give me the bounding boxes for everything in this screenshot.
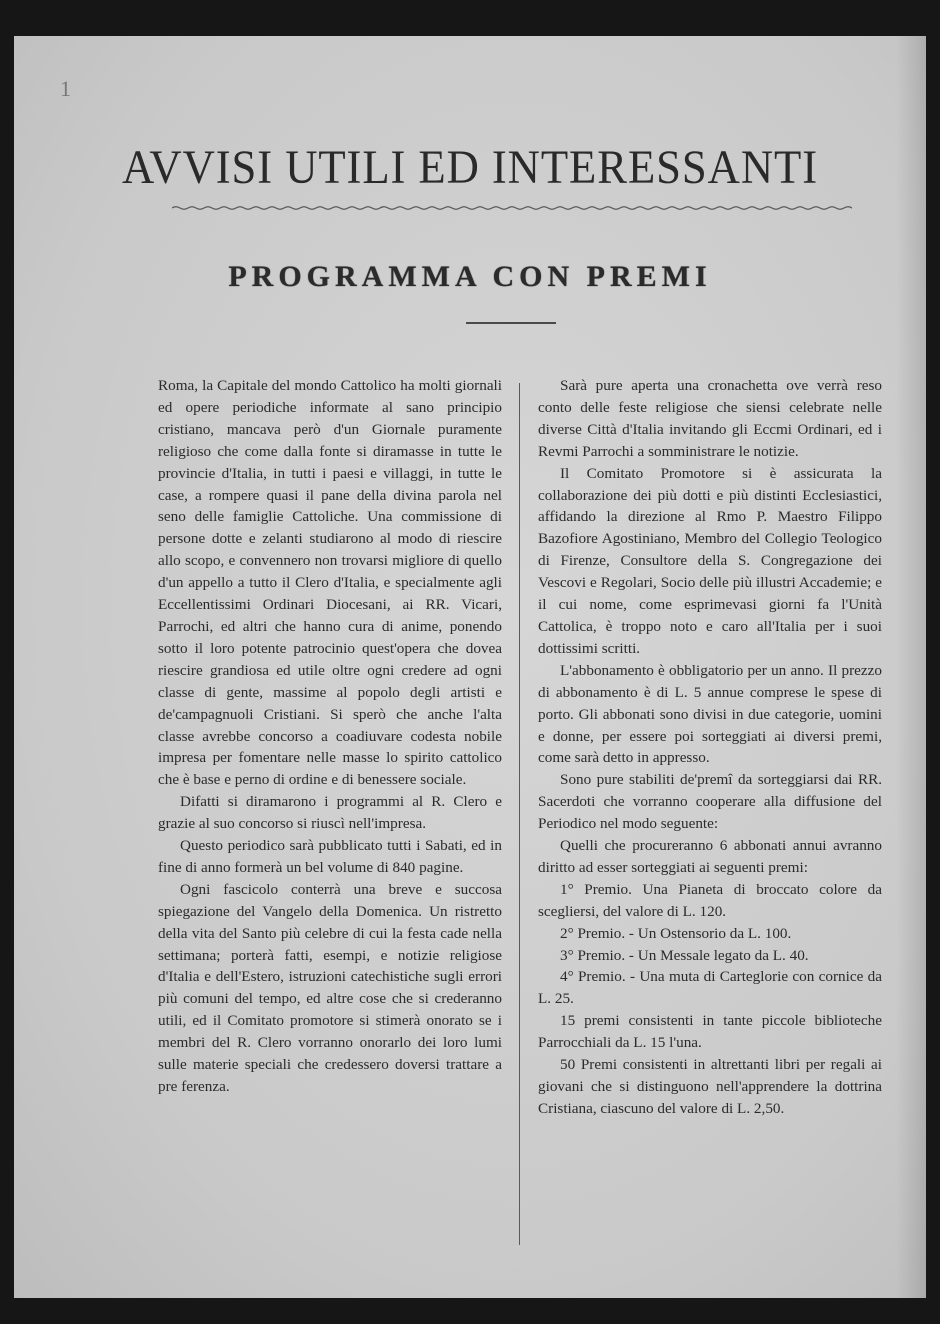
right-paragraph-5: Quelli che procureranno 6 abbonati annui avranno diritto ad esser sorteggiati ai seguenti premi: [538,837,882,876]
right-paragraph-2: Il Comitato Promotore si è assicurata la collaborazione dei più dotti e più distinti Ecclesiastici, affidando la direzione al Rmo P. Maestro Filippo Bazofiore Agostiniano, Membro del Collegio Teologico di Firenze, Consultore della S. Congregazione dei Vescovi e Regolari, Socio delle più illustri Accademie; e il cui nome, come esprimevasi giorni fa l'Unità Cattolica, è troppo noto e caro all'Italia per i suoi dottissimi scritti. [538,464,882,657]
right-paragraph-3: L'abbonamento è obbligatorio per un anno. Il prezzo di abbonamento è di L. 5 annue comprese le spese di porto. Gli abbonati sono divisi in due categorie, uomini e donne, per essere poi sorteggiati ai diversi premi, come sarà detto in appresso. [538,661,882,767]
right-paragraph-1: Sarà pure aperta una cronachetta ove verrà reso conto delle feste religiose che siensi celebrate nelle diverse Città d'Italia invitando gli Eccmi Ordinari, ed i Revmi Parrochi a somministrare le notizie. [538,377,882,460]
prize-libraries: 15 premi consistenti in tante piccole biblioteche Parrocchiali da L. 15 l'una. [538,1012,882,1052]
prize-3: 3° Premio. - Un Messale legato da L. 40. [560,946,809,964]
document-page [14,36,926,1298]
left-paragraph-1: Roma, la Capitale del mondo Cattolico ha molti giornali ed opere periodiche informate al sano principio cristiano, mancava però d'un Giornale puramente religioso che come dalla fonte si diramasse in tutte le provincie d'Italia, in tutti i paesi e villaggi, in tutte le case, a rompere quasi il pane della divina parola nel seno delle famiglie Cattoliche. Una commissione di persone dotte e zelanti studiarono al modo di riescire allo scopo, e convennero non trovarsi migliore di quello d'un appello a tutto il Clero d'Italia, e specialmente agli Eccellentissimi Ordinari Diocesani, ai RR. Vicari, Parrochi, ed altri che hanno cura di anime, ponendo sotto il loro potente patrocinio quest'opera che dovea riescire grandiosa ed utile oltre ogni credere ad ogni classe di gente, massime al popolo degli artisti e de'campagnuoli Cristiani. Si sperò che anche l'alta classe avrebbe concorso a coadiuvare codesta nobile impresa per fomentare nelle masse lo spirito cattolico che è base e perno di ordine e di benessere sociale. [158,377,502,789]
prize-2: 2° Premio. - Un Ostensorio da L. 100. [560,924,792,942]
column-divider [519,383,520,1245]
left-paragraph-2: Difatti si diramarono i programmi al R. Clero e grazie al suo concorso si riuscì nell'impresa. [158,793,502,833]
page-edge-shadow [896,36,926,1298]
prize-4: 4° Premio. - Una muta di Carteglorie con cornice da L. 25. [538,968,882,1008]
left-paragraph-3: Questo periodico sarà pubblicato tutti i Sabati, ed in fine di anno formerà un bel volume di 840 pagine. [158,837,502,876]
right-paragraph-4: Sono pure stabiliti de'premî da sorteggiarsi dai RR. Sacerdoti che vorranno cooperare alla diffusione del Periodico nel modo seguente: [538,771,882,833]
prize-books: 50 Premi consistenti in altrettanti libri per regali ai giovani che si distinguono nell'apprendere la dottrina Cristiana, ciascuno del valore di L. 2,50. [538,1056,882,1117]
left-column [158,375,502,1098]
document-title: AVVISI UTILI ED INTERESSANTI [122,141,818,194]
document-subtitle: PROGRAMMA CON PREMI [228,260,712,293]
prize-1: 1° Premio. Una Pianeta di broccato colore da scegliersi, del valore di L. 120. [538,880,882,920]
left-paragraph-4: Ogni fascicolo conterrà una breve e succosa spiegazione del Vangelo della Domenica. Un ristretto della vita del Santo più celebre di cui la festa cade nella settimana; porterà fatti, esempi, e notizie religiose d'Italia e dell'Estero, istruzioni catechistiche sugli errori più comuni del tempo, ed altre cose che si crederanno utili, ed il Comitato promotore si stimerà onorato se i membri del R. Clero vorranno onorarlo dei loro lumi sulle materie speciali che credessero doversi trattare a pre ferenza. [158,880,502,1095]
subtitle-rule [466,322,556,324]
wavy-divider [172,201,852,215]
right-column [538,375,882,1120]
page-number-mark: 1 [60,76,71,101]
